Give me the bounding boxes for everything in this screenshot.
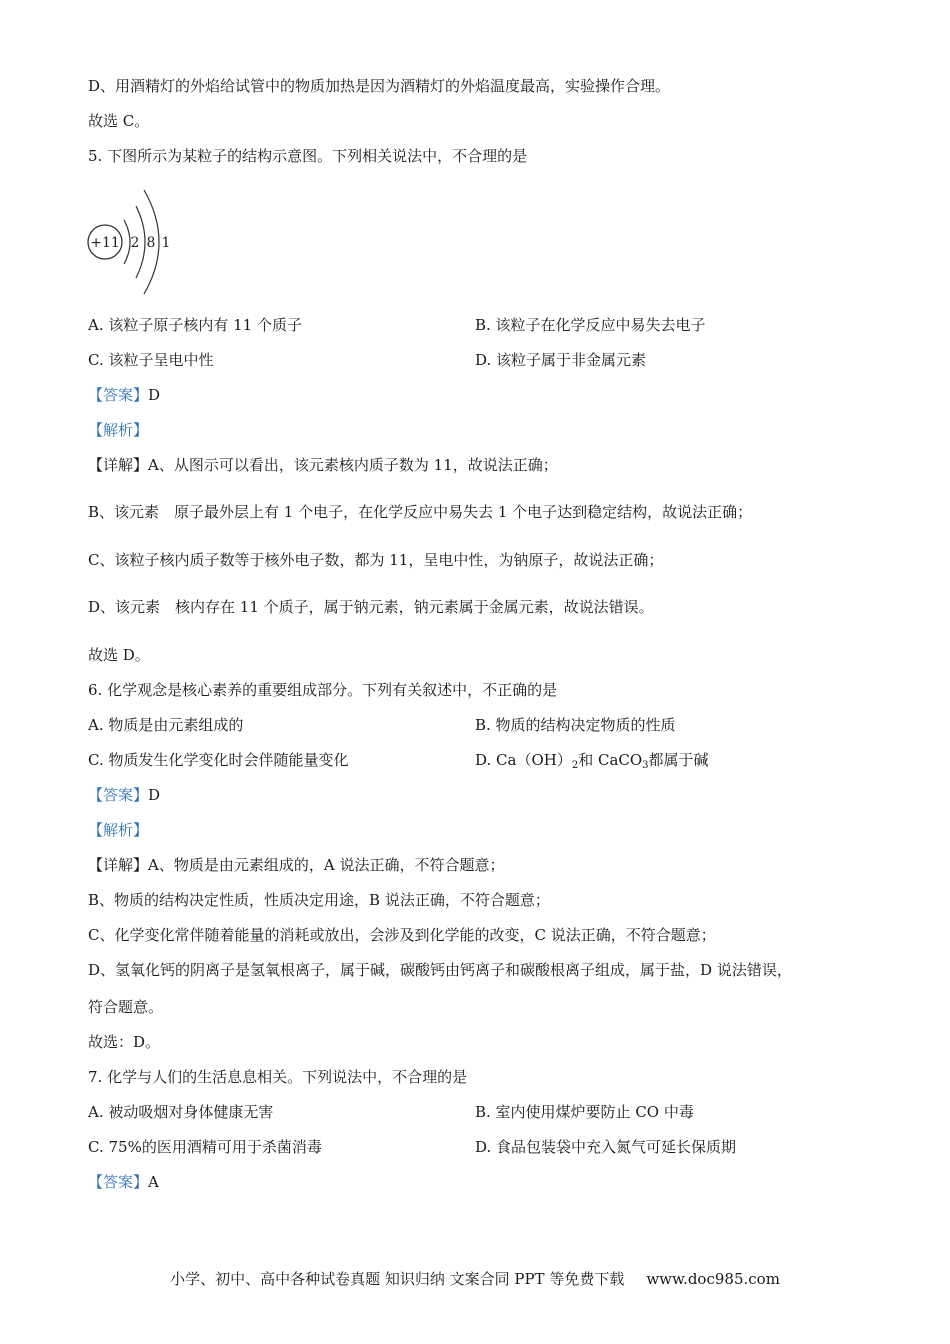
option-a: A. 被动吸烟对身体健康无害 <box>88 1103 274 1121</box>
footer-url[interactable]: www.doc985.com <box>646 1270 780 1288</box>
option-c: C. 物质发生化学变化时会伴随能量变化 <box>88 751 349 769</box>
detail-tag: 【详解】 <box>88 856 149 874</box>
question-7-stem: 7. 化学与人们的生活息息相关。下列说法中，不合理的是 <box>88 1068 468 1086</box>
option-d: D. $Ca(OH)_2$和 CaCO$_3$都属于碱 <box>475 751 709 771</box>
text-line: D、该元素 核内存在 11 个质子，属于钠元素，钠元素属于金属元素，故说法错误。 <box>88 598 654 616</box>
text-line: D、氢氧化钙的阴离子是氢氧根离子，属于碱，碳酸钙由钙离子和碳酸根离子组成，属于盐，D 说法错误， <box>88 961 792 979</box>
shell-electron-count: 1 <box>161 235 171 251</box>
text-line: 故选：D。 <box>88 1033 161 1051</box>
option-d: D. 食品包装袋中充入氮气可延长保质期 <box>475 1138 737 1156</box>
nucleus-charge: +11 <box>90 235 120 251</box>
answer-tag: 【答案】 <box>88 1173 149 1191</box>
text-line: B、物质的结构决定性质，性质决定用途，B 说法正确，不符合题意； <box>88 891 550 909</box>
text-line: C、该粒子核内质子数等于核外电子数，都为 11，呈电中性，为钠原子，故说法正确； <box>88 551 664 569</box>
text-line: D、用酒精灯的外焰给试管中的物质加热是因为酒精灯的外焰温度最高，实验操作合理。 <box>88 77 671 95</box>
option-a: A. 物质是由元素组成的 <box>88 716 244 734</box>
option-a: A. 该粒子原子核内有 11 个质子 <box>88 316 302 334</box>
answer-value: D <box>148 386 161 404</box>
footer-text: 小学、初中、高中各种试卷真题 知识归纳 文案合同 PPT 等免费下载 <box>170 1270 625 1288</box>
option-b: B. 物质的结构决定物质的性质 <box>475 716 676 734</box>
analysis-row <box>88 820 148 840</box>
shell-electron-count: 2 <box>130 235 140 251</box>
atom-structure-diagram <box>84 186 184 298</box>
answer-row <box>88 785 160 805</box>
text-line: 故选 D。 <box>88 646 150 664</box>
option-b: B. 室内使用煤炉要防止 CO 中毒 <box>475 1103 694 1121</box>
answer-row <box>88 385 160 405</box>
question-6-stem: 6. 化学观念是核心素养的重要组成部分。下列有关叙述中，不正确的是 <box>88 681 558 699</box>
detail-tag: 【详解】 <box>88 456 149 474</box>
option-b: B. 该粒子在化学反应中易失去电子 <box>475 316 706 334</box>
detail-row <box>88 855 504 875</box>
option-c: C. 75%的医用酒精可用于杀菌消毒 <box>88 1138 322 1156</box>
option-d: D. 该粒子属于非金属元素 <box>475 351 647 369</box>
option-c: C. 该粒子呈电中性 <box>88 351 214 369</box>
answer-tag: 【答案】 <box>88 386 149 404</box>
electron-shell-arc <box>124 220 130 264</box>
answer-value: D <box>148 786 161 804</box>
detail-text: A、物质是由元素组成的，A 说法正确，不符合题意； <box>148 856 505 874</box>
detail-row <box>88 455 558 475</box>
text-line: 故选 C。 <box>88 112 150 130</box>
analysis-row <box>88 420 148 440</box>
text-line: 符合题意。 <box>88 998 164 1016</box>
answer-tag: 【答案】 <box>88 786 149 804</box>
shell-electron-count: 8 <box>146 235 156 251</box>
detail-text: A、从图示可以看出，该元素核内质子数为 11，故说法正确； <box>148 456 558 474</box>
analysis-tag: 【解析】 <box>88 421 149 439</box>
analysis-tag: 【解析】 <box>88 821 149 839</box>
question-5-stem: 5. 下图所示为某粒子的结构示意图。下列相关说法中，不合理的是 <box>88 147 528 165</box>
text-line: C、化学变化常伴随着能量的消耗或放出，会涉及到化学能的改变，C 说法正确，不符合题意； <box>88 926 716 944</box>
page-footer <box>0 1268 950 1289</box>
answer-value: A <box>148 1173 159 1191</box>
answer-row <box>88 1172 159 1192</box>
text-line: B、该元素 原子最外层上有 1 个电子，在化学反应中易失去 1 个电子达到稳定结构，故说法正确； <box>88 503 753 521</box>
